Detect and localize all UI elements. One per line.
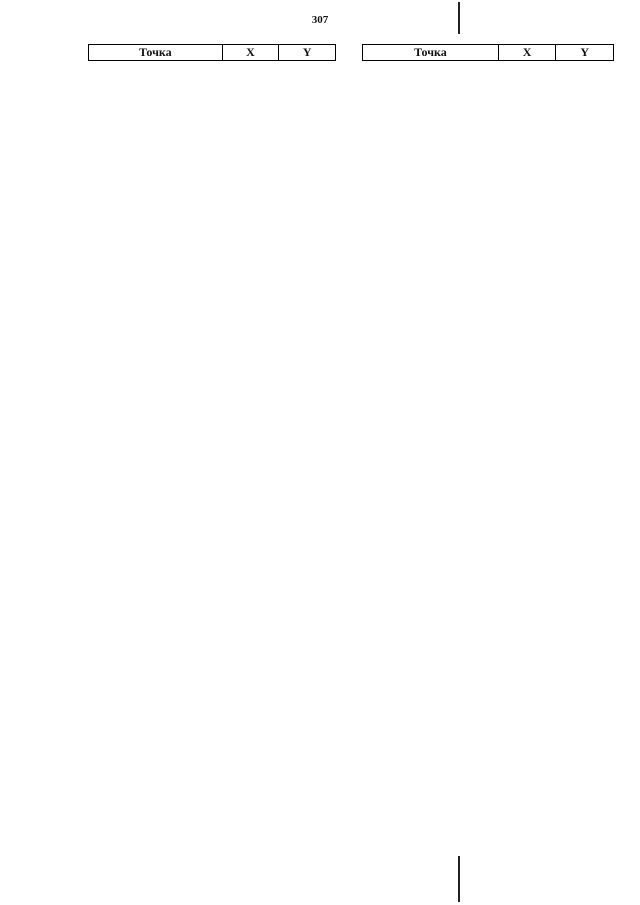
coordinates-table-left: [88, 44, 336, 61]
coordinates-table-right: [362, 44, 614, 61]
scan-mark-top: [458, 2, 460, 34]
scan-mark-bottom: [458, 856, 460, 902]
column-header-point: Точка: [89, 45, 223, 61]
column-header-y: Y: [279, 45, 336, 61]
column-header-point: Точка: [363, 45, 499, 61]
column-header-x: X: [498, 45, 556, 61]
column-header-x: X: [222, 45, 279, 61]
page-number: 307: [311, 14, 329, 26]
column-header-y: Y: [556, 45, 614, 61]
